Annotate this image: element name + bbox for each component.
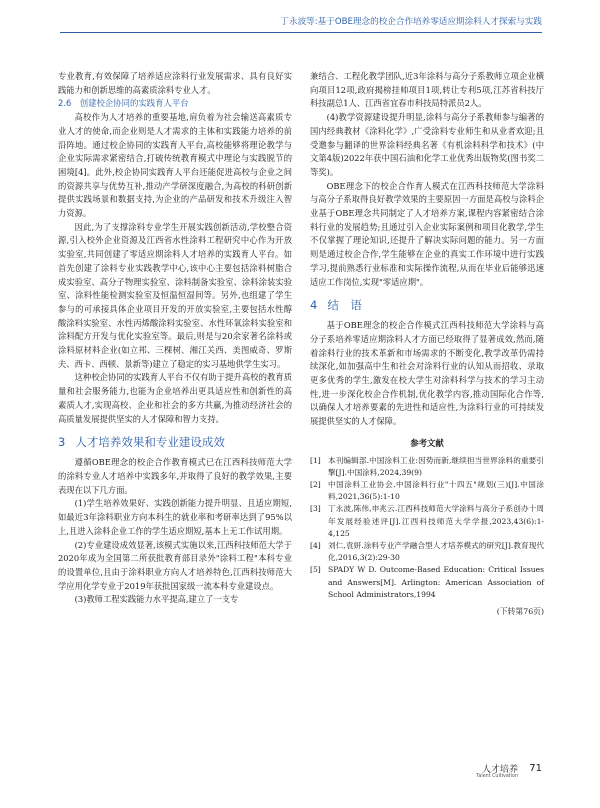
paragraph: 基于OBE理念的校企合作模式江西科技师范大学涂料与高分子系培养零适应期涂料人才方面已经取得了显著成效,然而,随着涂料行业的技术革新和市场需求的不断变化,教学改革仍需持续深化,如加强高中生和社会对涂料行业的认知从而招收、录取更多优秀的学生,激发在校大学生对涂料科学与技术的学习主动性,进一步深化校企合作机制,优化教学内容,推动国际化合作等,以确保人才培养要素的先进性和适应性,为涂料行业的可持续发展提供坚实的人才保障。 — [310, 320, 544, 427]
paragraph: (1)学生培养效果好、实践创新能力提升明显、且适应期短,如最近3年涂料职业方向本科生的就业率和考研率达到了95%以上,且进入涂料企业工作的学生适应期短,基本上无工作试用期。 — [58, 498, 292, 536]
paragraph: (4)教学资源建设提升明显,涂料与高分子系教师参与编著的国内经典教材《涂料化学》,广受涂料专业师生和从业者欢迎;且受邀参与翻译的世界涂料经典名著《有机涂料科学和技术》(中文第4版)2022年获中国石油和化学工业优秀出版物奖(图书奖二等奖)。 — [310, 112, 544, 177]
section-4-heading — [310, 297, 544, 313]
paragraph: (3)教师工程实践能力水平提高,建立了一支专 — [74, 594, 239, 605]
paragraph: OBE理念下的校企合作育人模式在江西科技师范大学涂料与高分子系取得良好教学效果的主要原因一方面是高校与涂料企业基于OBE理念共同制定了人才培养方案,课程内容紧密结合涂料行业的发展趋势;且通过引入企业实际案例和项目化教学,学生不仅掌握了理论知识,还提升了解决实际问题的能力。另一方面则是通过校企合作,学生能够在企业的真实工作环境中进行实践学习,提前熟悉行业标准和实际操作流程,从而在毕业后能够迅速适应工作岗位,实现"零适应期"。 — [310, 180, 544, 287]
reference-number: [4] — [310, 541, 321, 550]
section-title: 结 语 — [327, 298, 362, 313]
reference-number: [1] — [310, 455, 321, 465]
reference-text: 中国涂料工业协会.中国涂料行业"十四五"规划(三)[J].中国涂料,2021,36(5):1-10 — [328, 479, 544, 502]
right-column — [310, 70, 544, 619]
section-title: 人才培养效果和专业建设成效 — [75, 435, 225, 450]
reference-item — [310, 479, 544, 503]
paragraph: (2)专业建设成效显著,该模式实施以来,江西科技师范大学于2020年成为全国第二所获批教育部目录外"涂料工程"本科专业的设置单位,且由于涂料职业方向人才培养特色,江西科技师范大学应用化学专业于2019年获批国家级一流本科专业建设点。 — [58, 539, 292, 591]
section-3-heading — [58, 434, 292, 450]
left-column — [58, 70, 292, 607]
journal-name-en: Talent Cultivation — [476, 774, 518, 779]
reference-item — [310, 564, 544, 601]
reference-number: [5] — [310, 565, 321, 575]
continued-note: (下转第76页) — [496, 607, 544, 617]
reference-number: [3] — [310, 504, 321, 514]
reference-item — [310, 455, 544, 479]
intro-paragraph: 专业教育,有效保障了培养适应涂料行业发展需求、具有良好实践能力和创新思维的高素质涂料专业人才。 — [58, 71, 292, 95]
paragraph: 兼结合、工程化教学团队,近3年涂料与高分子系教师立项企业横向项目12项,政府揭榜挂帅项目1项,转让专利5项,江苏省科技厅科技副总1人、江西省宜春市科技局特派员2人。 — [310, 71, 544, 109]
reference-item — [310, 503, 544, 540]
section-number: 3 — [58, 435, 66, 450]
section-number: 4 — [310, 298, 318, 313]
paragraph: 高校作为人才培养的重要基地,肩负着为社会输送高素质专业人才的使命,而企业则是人才需求的主体和实践能力培养的前沿阵地。通过校企协同的实践育人平台,高校能够将理论教学与企业实际需求紧密结合,打破传统教育模式中理论与实践脱节的困境[4]。此外,校企协同实践育人平台还能促进高校与企业之间的资源共享与优势互补,推动产学研深度融合,为高校的科研创新提供实践场景和数据支持,为企业的产品研发和技术升级注入智力资源。 — [58, 112, 292, 219]
journal-name: 人才培养 — [481, 765, 518, 775]
running-header — [60, 14, 542, 33]
reference-number: [2] — [310, 479, 321, 489]
references-heading: 参考文献 — [410, 437, 444, 448]
page-number: 71 — [529, 763, 542, 774]
running-title: 丁永波等:基于OBE理念的校企合作培养零适应期涂料人才探索与实践 — [280, 17, 542, 27]
reference-text: 丁永波,陈伟,申兆云.江西科技师范大学涂料与高分子系创办十周年发展经验述评[J].江西科技师范大学学报,2023,43(6):1-4,125 — [328, 504, 544, 538]
reference-text: 刘仁,袁妍.涂料专业产学融合型人才培养模式的研究[J].教育现代化,2016,3(2):29-30 — [328, 541, 544, 563]
reference-list — [310, 455, 544, 601]
paragraph: 因此,为了支撑涂料专业学生开展实践创新活动,学校整合资源,引入校外企业资源及江西省水性涂料工程研究中心作为开放实验室,共同创建了零适应期涂料人才培养的实践育人平台。如首先创建了涂料专业实践教学中心,该中心主要包括涂料树脂合成实验室、高分子物理实验室、涂料制备实验室、涂料涂装实验室、涂料性能检测实验室及恒温恒湿间等。另外,也组建了学生参与的可承接具体企业项目开发的开放实验室,主要包括水性醇酸涂料实验室、水性丙烯酸涂料实验室、水性环氧涂料实验室和涂料配方开发与优化实验室等。最后,则是与20余家著名涂料或涂料原材料企业(如立邦、三棵树、湘江关西、美图威奇、罗斯夫、西卡、西顿、景新等)建立了稳定的实习基地供学生实习。 — [58, 221, 292, 369]
reference-text: SPADY W D. Outcome-Based Education: Critical Issues and Answers[M]. Arlington: American Association of School Administrators,1994 — [328, 565, 544, 599]
reference-text: 本刊编辑部.中国涂料工业:因势而新,继续担当世界涂料的重要引擎[J].中国涂料,2024,39(9) — [328, 455, 544, 477]
section-2-6-heading: 2.6 创建校企协同的实践育人平台 — [58, 98, 189, 109]
reference-item — [310, 540, 544, 564]
paragraph: 遵循OBE理念的校企合作教育模式已在江西科技师范大学的涂料专业人才培养中实践多年,并取得了良好的教学效果,主要表现在以下几方面。 — [58, 457, 292, 495]
paragraph: 这种校企协同的实践育人平台不仅有助于提升高校的教育质量和社会服务能力,也能为企业培养出更具适应性和创新性的高素质人才,实现高校、企业和社会的多方共赢,为推动经济社会的高质量发展提供坚实的人才保障和智力支持。 — [58, 372, 292, 424]
